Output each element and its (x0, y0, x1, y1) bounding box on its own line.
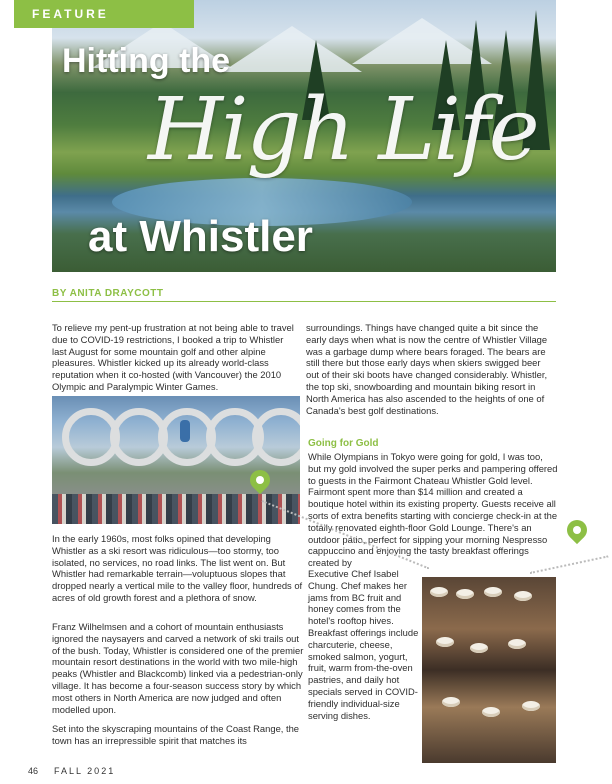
crowd (52, 494, 300, 524)
paragraph: Franz Wilhelmsen and a cohort of mountain enthusiasts ignored the naysayers and carved a network of ski trails out of the bush. Today, Whistler is considered one of the premier mountain resort destinations in the world with two mile-high peaks (Whistler and Blackcomb) linked via a pedestrian-only village. It has become a four-season success story by which most others in North America are now judged and often modelled upon. (52, 621, 304, 715)
dish (508, 639, 526, 649)
byline-rule (52, 301, 556, 302)
paragraph: While Olympians in Tokyo were going for gold, I was too, but my gold involved the super perks and pampering offered to guests in the Fairmont Chateau Whistler Gold level. Fairmont spent more than $14 million and created a boutique hotel within its existing property. Guests receive all sorts of extra benefits starting with concierge check-in at the totally renovated eighth-floor Gold Lounge. There's an outdoor patio, perfect for sipping your morning Nespresso cappuccino and enjoying the tasty breakfast offerings created by (308, 451, 558, 569)
dish (522, 701, 540, 711)
title-line-3: at Whistler (88, 212, 313, 261)
page-number: 46 (28, 766, 39, 776)
map-pin-icon (563, 516, 591, 544)
dish (436, 637, 454, 647)
dish (470, 643, 488, 653)
dish (456, 589, 474, 599)
ring (252, 408, 300, 466)
paragraph: To relieve my pent-up frustration at not being able to travel due to COVID-19 restrictions, I booked a trip to Whistler last August for some mountain golf and other alpine pleasures. Whistler kicked up its already world-class reputation when it co-hosted (with Vancouver) the 2010 Olympic and Paralympic Winter Games. (52, 322, 294, 392)
title-line-1: Hitting the (62, 42, 231, 80)
dish (514, 591, 532, 601)
issue-label: FALL 2021 (54, 766, 116, 776)
byline: BY ANITA DRAYCOTT (52, 288, 164, 299)
breakfast-photo (422, 577, 556, 763)
paragraph: Set into the skyscraping mountains of the Coast Range, the town has an irrepressible spirit that matches its (52, 723, 300, 746)
person (180, 420, 190, 442)
paragraph: In the early 1960s, most folks opined that developing Whistler as a ski resort was ridiculous—too stormy, too isolated, no services, no road links. The list went on. But Whistler had remarkable terrain—voluptuous slopes that dropped nearly a vertical mile to the valley floor, hundreds of acres of old growth forest and a plethora of snow. (52, 533, 303, 603)
paragraph: surroundings. Things have changed quite a bit since the early days when what is now the centre of Whistler Village was a garbage dump where bears foraged. The bears are still there but those early days when skiers swigged beer out of their ski boots have changed considerably. Whistler, the top ski, snowboarding and mountain biking resort in North America has also ascended to the heights of one of Canada's best golf destinations. (306, 322, 548, 416)
dish (442, 697, 460, 707)
title-script: High Life (148, 80, 538, 180)
dish (484, 587, 502, 597)
olympic-rings-photo (52, 396, 300, 524)
dish (482, 707, 500, 717)
dish (430, 587, 448, 597)
paragraph: Executive Chef Isabel Chung. Chef makes her jams from BC fruit and honey comes from the hotel's rooftop hives. Breakfast offerings include charcuterie, cheese, smoked salmon, yogurt, fruit, warm from-the-oven pastries, and daily hot specials served in COVID-friendly individual-size serving dishes. (308, 568, 419, 721)
mountain-peak (222, 26, 362, 72)
section-tag: FEATURE (14, 0, 194, 28)
subheading: Going for Gold (308, 438, 379, 449)
